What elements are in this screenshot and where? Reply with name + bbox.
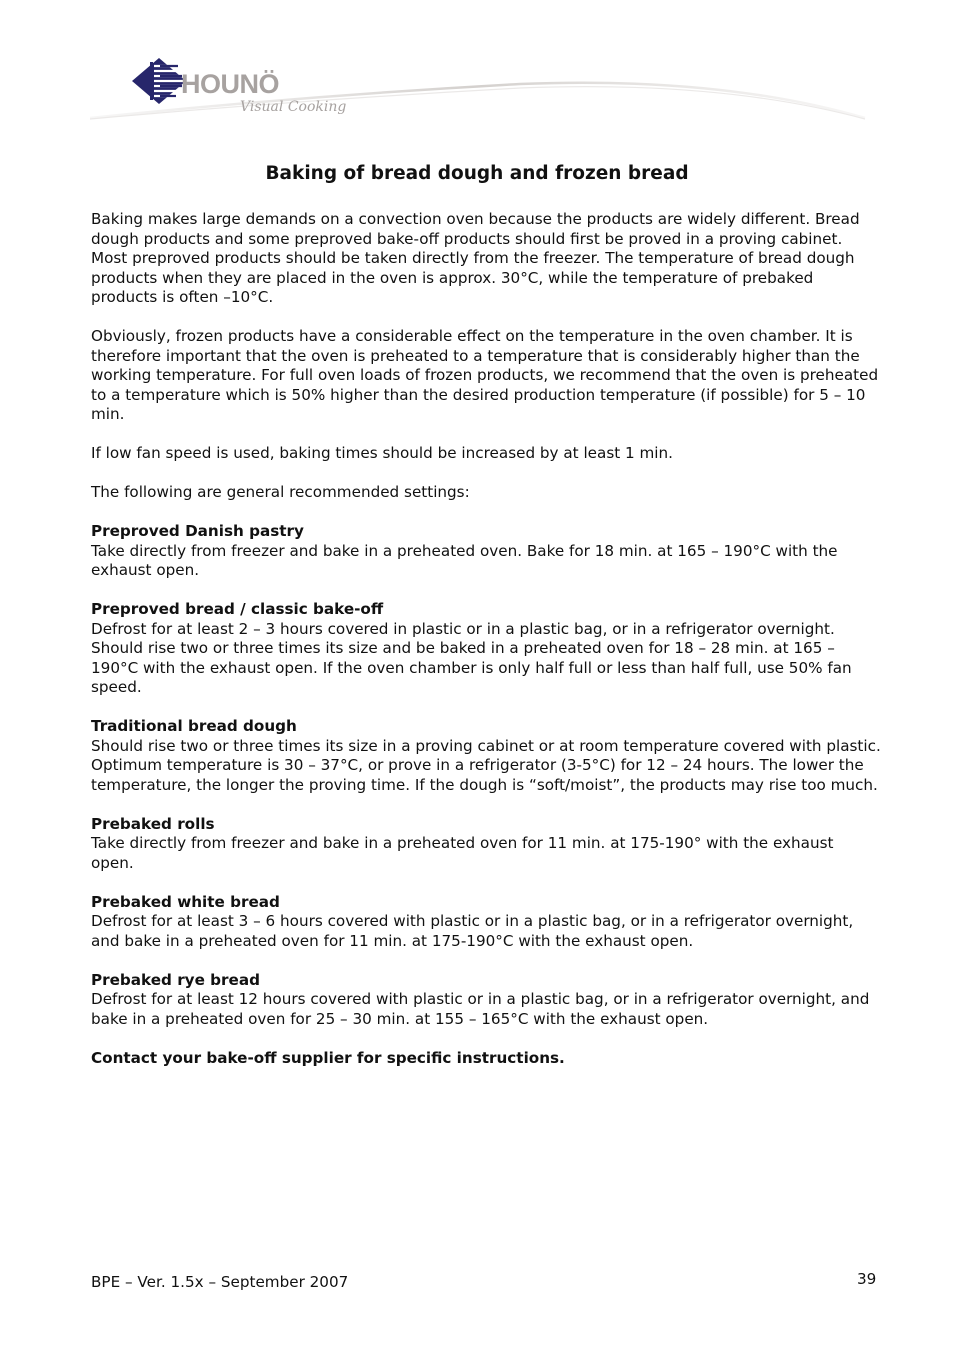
section-danish-pastry (91, 522, 881, 581)
section-heading: Preproved Danish pastry (91, 522, 304, 540)
section-heading: Prebaked white bread (91, 892, 280, 911)
section-text: Take directly from freezer and bake in a preheated oven. Bake for 18 min. at 165 – 190°C with the exhaust open. (91, 541, 838, 579)
brand-wordmark: HOUNÖ (181, 69, 279, 99)
section-text: Defrost for at least 3 – 6 hours covered with plastic or in a plastic bag, or in a refrigerator overnight, and bake in a preheated oven for 11 min. at 175-190°C with the exhaust open. (91, 912, 854, 950)
section-text: Take directly from freezer and bake in a preheated oven for 11 min. at 175-190° with the exhaust open. (91, 834, 834, 872)
intro-paragraph: If low fan speed is used, baking times should be increased by at least 1 min. (91, 444, 673, 462)
section-classic-bake-off (91, 600, 881, 698)
section-text: Defrost for at least 2 – 3 hours covered in plastic or in a plastic bag, or in a refrigerator overnight. Should rise two or three times its size and be baked in a preheated oven for 18 – 28 min. at 165 – 190°C with the exhaust open. If the oven chamber is only half full or less than half full, use 50% fan speed. (91, 619, 852, 696)
section-text: Defrost for at least 12 hours covered with plastic or in a plastic bag, or in a refrigerator overnight, and bake in a preheated oven for 25 – 30 min. at 155 – 165°C with the exhaust open. (91, 990, 870, 1028)
section-prebaked-rye-bread (91, 971, 881, 1030)
section-heading: Prebaked rye bread (91, 970, 260, 989)
footer-version: BPE – Ver. 1.5x – September 2007 (91, 1273, 349, 1291)
page-header (0, 0, 954, 130)
section-prebaked-white-bread (91, 893, 881, 952)
intro-paragraph: Baking makes large demands on a convection oven because the products are widely different. Bread dough products and some preproved bake-off products should first be proved in a proving cabinet. Most preproved products should be taken directly from the freezer. The temperature of bread dough products when they are placed in the oven is approx. 30°C, while the temperature of prebaked products is often –10°C. (91, 210, 860, 306)
section-heading: Preproved bread / classic bake-off (91, 600, 384, 618)
brand-tagline: Visual Cooking (240, 99, 347, 115)
page-number: 39 (857, 1270, 877, 1288)
hounoe-logo (0, 0, 954, 130)
section-traditional-dough (91, 717, 881, 795)
intro-paragraph: The following are general recommended settings: (91, 483, 470, 501)
section-heading: Traditional bread dough (91, 717, 297, 735)
intro-paragraph: Obviously, frozen products have a considerable effect on the temperature in the oven chamber. It is therefore important that the oven is preheated to a temperature that is considerably higher than the working temperature. For full oven loads of frozen products, we recommend that the oven is preheated to a temperature which is 50% higher than the desired production temperature (if possible) for 5 – 10 min. (91, 327, 879, 423)
page-title: Baking of bread dough and frozen bread (265, 163, 689, 184)
section-prebaked-rolls (91, 815, 881, 874)
section-text: Should rise two or three times its size in a proving cabinet or at room temperature covered with plastic. Optimum temperature is 30 – 37°C, or prove in a refrigerator (3-5°C) for 12 – 24 hours. The lower the temperature, the longer the proving time. If the dough is “soft/moist”, the products may rise too much. (91, 736, 881, 794)
section-heading: Prebaked rolls (91, 814, 215, 833)
closing-note: Contact your bake-off supplier for specific instructions. (91, 1048, 565, 1067)
document-body (91, 210, 881, 1088)
